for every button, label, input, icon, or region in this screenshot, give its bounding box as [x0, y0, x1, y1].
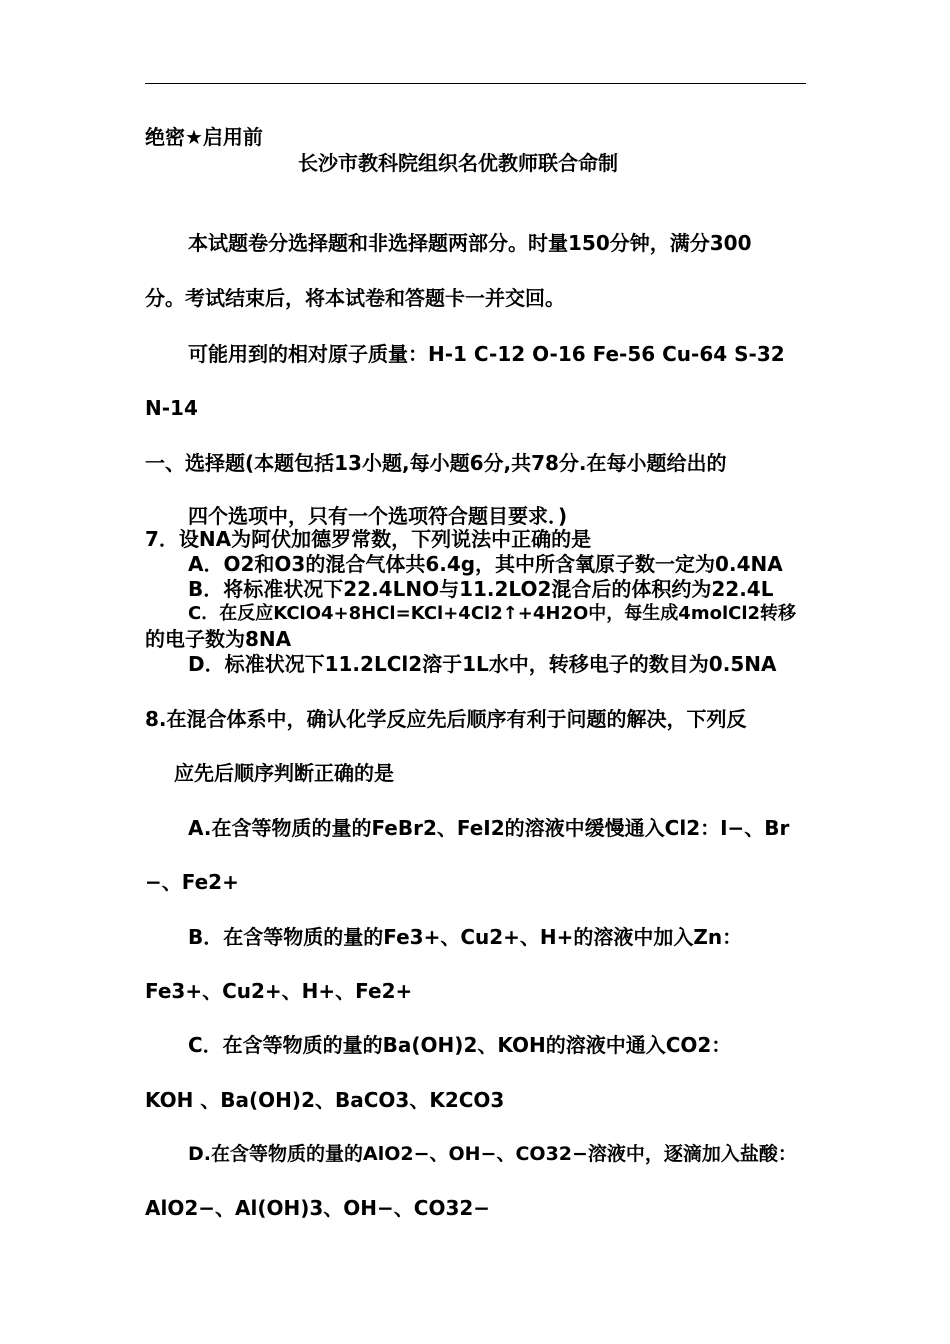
intro-line-1: 本试题卷分选择题和非选择题两部分。时量150分钟，满分300: [188, 231, 752, 255]
q8-option-b-line-1: B．在含等物质的量的Fe3+、Cu2+、H+的溶液中加入Zn：: [188, 925, 743, 949]
secret-label: 绝密★启用前: [145, 125, 263, 149]
q8-option-a-line-1: A.在含等物质的量的FeBr2、FeI2的溶液中缓慢通入Cl2：I−、Br: [188, 816, 790, 840]
q7-option-c-line-2: 的电子数为8NA: [145, 627, 292, 651]
q7-option-b: B．将标准状况下22.4LNO与11.2LO2混合后的体积约为22.4L: [188, 577, 774, 601]
q7-option-d: D．标准状况下11.2LCl2溶于1L水中，转移电子的数目为0.5NA: [188, 652, 777, 676]
header-rule: [145, 83, 806, 84]
q8-stem-line-2: 应先后顺序判断正确的是: [174, 761, 394, 785]
intro-line-2: 分。考试结束后，将本试卷和答题卡一并交回。: [145, 286, 565, 310]
atomic-masses-line-2: N-14: [145, 396, 198, 420]
q8-option-a-line-2: −、Fe2+: [145, 870, 239, 894]
q8-option-d-line-2: AlO2−、Al(OH)3、OH−、CO32−: [145, 1196, 491, 1220]
q8-option-b-line-2: Fe3+、Cu2+、H+、Fe2+: [145, 979, 413, 1003]
q8-option-c-line-2: KOH 、Ba(OH)2、BaCO3、K2CO3: [145, 1088, 505, 1112]
q8-option-d-line-1: D.在含等物质的量的AlO2−、OH−、CO32−溶液中，逐滴加入盐酸：: [188, 1143, 797, 1165]
q8-option-c-line-1: C．在含等物质的量的Ba(OH)2、KOH的溶液中通入CO2：: [188, 1033, 732, 1057]
section-title-line-2: 四个选项中，只有一个选项符合题目要求．): [188, 504, 568, 528]
q7-option-a: A．O2和O3的混合气体共6.4g，其中所含氧原子数一定为0.4NA: [188, 552, 783, 576]
q7-stem: 7．设NA为阿伏加德罗常数，下列说法中正确的是: [145, 527, 592, 551]
q7-option-c-line-1: C．在反应KClO4+8HCl=KCl+4Cl2↑+4H2O中，每生成4molCl2转移: [188, 603, 797, 624]
section-title-line-1: 一、选择题(本题包括13小题,每小题6分,共78分.在每小题给出的: [145, 451, 727, 475]
exam-organizer: 长沙市教科院组织名优教师联合命制: [298, 151, 618, 175]
atomic-masses-line-1: 可能用到的相对原子质量：H-1 C-12 O-16 Fe-56 Cu-64 S-32: [188, 342, 785, 366]
q8-stem-line-1: 8.在混合体系中，确认化学反应先后顺序有利于问题的解决，下列反: [145, 707, 747, 731]
